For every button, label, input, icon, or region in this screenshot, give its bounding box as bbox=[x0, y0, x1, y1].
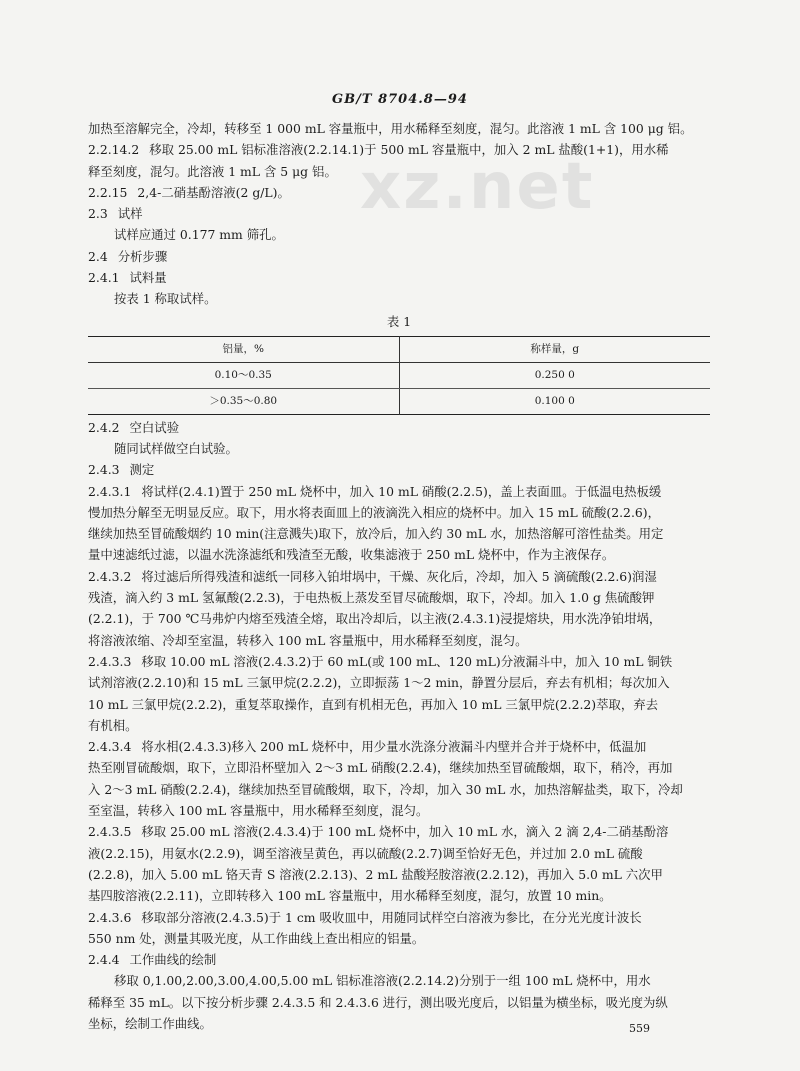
section-number: 2.3 bbox=[88, 206, 108, 222]
section-number: 2.4.4 bbox=[88, 952, 120, 968]
page-number: 559 bbox=[629, 1022, 650, 1035]
text-line bbox=[88, 715, 710, 736]
text-line bbox=[88, 523, 710, 544]
body-block-2 bbox=[88, 417, 710, 1035]
table-caption: 表 1 bbox=[386, 313, 412, 329]
line-text: 将试样(2.4.1)置于 250 mL 烧杯中，加入 10 mL 硝酸(2.2.5)，盖上表面皿。于低温电热板缓 bbox=[141, 483, 662, 499]
body-block-1 bbox=[88, 118, 710, 310]
line-text: (2.2.1)，于 700 ℃马弗炉内熔至残渣全熔，取出冷却后，以主液(2.4.3.1)浸提熔块，用水洗净铂坩埚， bbox=[88, 611, 662, 627]
table-header-row bbox=[88, 336, 710, 362]
line-text: 试样应通过 0.177 mm 筛孔。 bbox=[114, 227, 284, 243]
text-line bbox=[88, 694, 710, 715]
line-text: 量中速滤纸过滤，以温水洗涤滤纸和残渣至无酸，收集滤液于 250 mL 烧杯中，作为主液保存。 bbox=[88, 547, 615, 563]
section-line bbox=[88, 417, 710, 438]
line-text: 至室温，转移入 100 mL 容量瓶中，用水稀释至刻度，混匀。 bbox=[88, 803, 429, 819]
text-line bbox=[88, 288, 710, 309]
line-text: 基四胺溶液(2.2.11)，立即转移入 100 mL 容量瓶中，用水稀释至刻度，混匀，放置 10 min。 bbox=[88, 888, 612, 904]
table-cell: 0.10～0.35 bbox=[88, 362, 399, 388]
section-number: 2.4.3.3 bbox=[88, 653, 132, 669]
text-line bbox=[88, 864, 710, 885]
section-number: 2.2.14.2 bbox=[88, 142, 140, 158]
section-line bbox=[88, 566, 710, 587]
table-cell: 0.250 0 bbox=[399, 362, 710, 388]
line-text: 液(2.2.15)，用氨水(2.2.9)，调至溶液呈黄色，再以硫酸(2.2.7)调至恰好无色，并过加 2.0 mL 硫酸 bbox=[88, 845, 643, 861]
line-text: 移取 0,1.00,2.00,3.00,4.00,5.00 mL 铝标准溶液(2.2.14.2)分别于一组 100 mL 烧杯中，用水 bbox=[114, 973, 651, 989]
line-text: 有机相。 bbox=[88, 717, 138, 733]
line-text: 移取部分溶液(2.4.3.5)于 1 cm 吸收皿中，用随同试样空白溶液为参比，在分光光度计波长 bbox=[141, 909, 642, 925]
watermark: xz.net bbox=[360, 150, 595, 224]
text-line bbox=[88, 544, 710, 565]
table-cell: 0.100 0 bbox=[534, 394, 575, 407]
line-text: 工作曲线的绘制 bbox=[129, 952, 217, 968]
section-number: 2.4.3.5 bbox=[88, 824, 132, 840]
text-line bbox=[88, 502, 710, 523]
line-text: 继续加热至冒硫酸烟约 10 min(注意溅失)取下，放冷后，加入约 30 mL 水，加热溶解可溶性盐类。用定 bbox=[88, 526, 664, 542]
section-number: 2.4 bbox=[88, 248, 108, 264]
table-cell: ＞0.35～0.80 bbox=[88, 388, 399, 414]
section-line bbox=[88, 267, 710, 288]
text-line bbox=[88, 438, 710, 459]
text-line bbox=[88, 224, 710, 245]
line-text: 试样 bbox=[117, 206, 143, 222]
line-text: 试料量 bbox=[129, 270, 167, 286]
text-line bbox=[88, 970, 710, 991]
table-1 bbox=[88, 336, 710, 415]
text-line bbox=[88, 608, 710, 629]
line-text: 分析步骤 bbox=[117, 248, 168, 264]
section-line bbox=[88, 182, 710, 203]
line-text: 550 nm 处，测量其吸光度，从工作曲线上查出相应的铝量。 bbox=[88, 930, 425, 946]
text-line bbox=[88, 885, 710, 906]
document-body bbox=[88, 118, 710, 1034]
line-text: 将溶液浓缩、冷却至室温，转移入 100 mL 容量瓶中，用水稀释至刻度，混匀。 bbox=[88, 632, 528, 648]
section-line bbox=[88, 203, 710, 224]
line-text: 移取 10.00 mL 溶液(2.4.3.2)于 60 mL(或 100 mL、120 mL)分液漏斗中，加入 10 mL 铜铁 bbox=[141, 653, 673, 669]
table-header-cell: 称样量，g bbox=[399, 336, 710, 362]
line-text: 空白试验 bbox=[129, 419, 180, 435]
line-text: 10 mL 三氯甲烷(2.2.2)，重复萃取操作，直到有机相无色，再加入 10 mL 三氯甲烷(2.2.2)萃取，弃去 bbox=[88, 696, 659, 712]
text-line bbox=[88, 800, 710, 821]
line-text: (2.2.8)，加入 5.00 mL 铬天青 S 溶液(2.2.13)、2 mL 盐酸羟胺溶液(2.2.12)，再加入 5.0 mL 六次甲 bbox=[88, 866, 663, 882]
line-text: 移取 25.00 mL 溶液(2.4.3.4)于 100 mL 烧杯中，加入 10 mL 水，滴入 2 滴 2,4-二硝基酚溶 bbox=[141, 824, 669, 840]
section-line bbox=[88, 246, 710, 267]
text-line bbox=[88, 672, 710, 693]
line-text: 将过滤后所得残渣和滤纸一同移入铂坩埚中，干燥、灰化后，冷却，加入 5 滴硫酸(2.2.6)润湿 bbox=[141, 568, 657, 584]
line-text: 2,4-二硝基酚溶液(2 g/L)。 bbox=[137, 184, 290, 200]
text-line bbox=[88, 843, 710, 864]
text-line bbox=[88, 118, 710, 139]
text-line bbox=[88, 928, 710, 949]
text-line bbox=[88, 757, 710, 778]
text-line bbox=[88, 779, 710, 800]
line-text: 移取 25.00 mL 铝标准溶液(2.2.14.1)于 500 mL 容量瓶中，加入 2 mL 盐酸(1+1)，用水稀 bbox=[149, 142, 669, 158]
line-text: 热至刚冒硫酸烟，取下，立即沿杯壁加入 2～3 mL 硝酸(2.2.4)，继续加热至冒硫酸烟，取下，稍冷，再加 bbox=[88, 760, 673, 776]
line-text: 坐标，绘制工作曲线。 bbox=[88, 1015, 212, 1031]
section-line bbox=[88, 139, 710, 160]
section-line bbox=[88, 651, 710, 672]
line-text: 试剂溶液(2.2.10)和 15 mL 三氯甲烷(2.2.2)，立即振荡 1～2 min，静置分层后，弃去有机相；每次加入 bbox=[88, 675, 670, 691]
line-text: 随同试样做空白试验。 bbox=[114, 440, 238, 456]
line-text: 将水相(2.4.3.3)移入 200 mL 烧杯中，用少量水洗涤分液漏斗内壁并合并于烧杯中，低温加 bbox=[141, 739, 647, 755]
line-text: 加热至溶解完全，冷却，转移至 1 000 mL 容量瓶中，用水稀释至刻度，混匀。此溶液 1 mL 含 100 μg 铝。 bbox=[88, 121, 693, 136]
standard-header: GB/T 8704.8—94 bbox=[332, 92, 468, 107]
section-line bbox=[88, 481, 710, 502]
table-row bbox=[88, 362, 710, 388]
line-text: 残渣，滴入约 3 mL 氢氟酸(2.2.3)，于电热板上蒸发至冒尽硫酸烟，取下，冷却。加入 1.0 g 焦硫酸钾 bbox=[88, 590, 655, 606]
line-text: 释至刻度，混匀。此溶液 1 mL 含 5 μg 铝。 bbox=[88, 163, 337, 179]
text-line bbox=[88, 161, 710, 182]
text-line bbox=[88, 1013, 710, 1034]
table-header-cell: 铝量，% bbox=[88, 336, 399, 362]
section-line bbox=[88, 907, 710, 928]
line-text: 慢加热分解至无明显反应。取下，用水将表面皿上的液滴洗入相应的烧杯中。加入 15 mL 硫酸(2.2.6)， bbox=[88, 504, 660, 520]
text-line bbox=[88, 630, 710, 651]
section-number: 2.2.15 bbox=[88, 184, 128, 200]
section-number: 2.4.3.2 bbox=[88, 568, 132, 584]
section-number: 2.4.3 bbox=[88, 462, 120, 478]
section-number: 2.4.3.1 bbox=[88, 483, 132, 499]
text-line bbox=[88, 992, 710, 1013]
line-text: 稀释至 35 mL。以下按分析步骤 2.4.3.5 和 2.4.3.6 进行，测出吸光度后，以铝量为横坐标，吸光度为纵 bbox=[88, 994, 668, 1010]
section-number: 2.4.1 bbox=[88, 270, 120, 286]
section-number: 2.4.3.4 bbox=[88, 739, 132, 755]
section-line bbox=[88, 949, 710, 970]
section-line bbox=[88, 736, 710, 757]
section-number: 2.4.3.6 bbox=[88, 909, 132, 925]
line-text: 按表 1 称取试样。 bbox=[114, 291, 217, 307]
line-text: 测定 bbox=[129, 462, 155, 478]
section-line bbox=[88, 459, 710, 480]
line-text: 入 2～3 mL 硝酸(2.2.4)，继续加热至冒硫酸烟，取下，冷却，加入 30 mL 水，加热溶解盐类，取下，冷却 bbox=[88, 781, 683, 797]
table-row bbox=[88, 388, 710, 414]
section-number: 2.4.2 bbox=[88, 419, 120, 435]
section-line bbox=[88, 821, 710, 842]
text-line bbox=[88, 587, 710, 608]
